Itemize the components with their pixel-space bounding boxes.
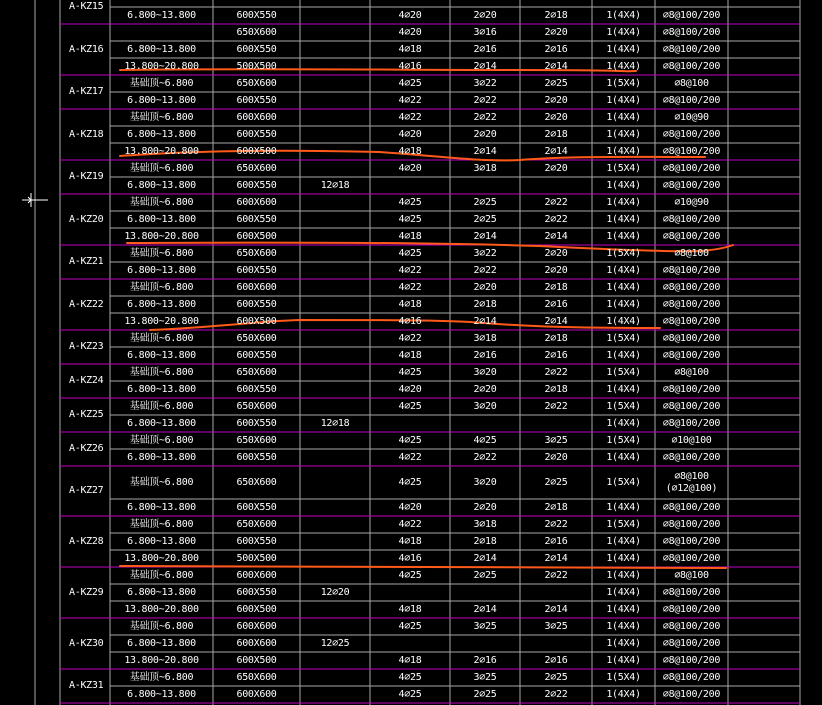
table-cell: 600X550 [236,349,277,361]
table-cell: 1(4X4) [606,535,641,547]
table-cell: 2⌀20 [544,247,568,259]
table-cell: 基础顶~6.800 [129,332,194,344]
column-id-label: A-KZ31 [69,680,104,691]
table-cell: ⌀10@100 [671,434,712,446]
table-cell: 6.800~13.800 [127,94,196,106]
table-cell: 1(4X4) [606,9,641,21]
table-cell: ⌀10@90 [674,196,709,208]
table-cell: 13.800~20.800 [124,552,199,564]
table-cell: 4⌀20 [398,128,422,140]
table-cell: 4⌀25 [398,620,422,632]
table-cell: 4⌀20 [398,383,422,395]
table-cell: 4⌀22 [398,264,422,276]
table-cell: 2⌀20 [544,451,568,463]
table-cell: 1(5X4) [606,518,641,530]
table-cell: ⌀8@100/200 [662,43,721,55]
table-cell: ⌀8@100/200 [662,281,721,293]
table-cell: 2⌀14 [473,315,497,327]
table-cell: 600X600 [236,569,277,581]
table-cell: 1(4X4) [606,179,641,191]
column-id-label: A-KZ27 [69,485,104,496]
table-cell: 2⌀25 [473,213,497,225]
table-cell: 2⌀20 [544,162,568,174]
table-cell: 1(4X4) [606,315,641,327]
table-cell: 4⌀18 [398,298,422,310]
table-cell: 4⌀25 [473,434,497,446]
table-cell: 1(4X4) [606,603,641,615]
table-cell: 13.800~20.800 [124,654,199,666]
table-cell: 12⌀18 [320,179,350,191]
table-cell: ⌀8@100 [674,77,709,89]
table-cell: 基础顶~6.800 [129,671,194,683]
table-cell: ⌀8@100/200 [662,383,721,395]
table-cell: 基础顶~6.800 [129,476,194,488]
table-cell: 2⌀14 [473,603,497,615]
table-cell: 3⌀18 [473,332,497,344]
table-cell: 6.800~13.800 [127,43,196,55]
table-cell: 4⌀22 [398,451,422,463]
column-id-label: A-KZ29 [69,586,104,598]
table-cell: ⌀8@100/200 [662,688,721,700]
table-cell: 2⌀14 [473,145,497,157]
table-cell: 2⌀20 [544,111,568,123]
table-cell: 4⌀20 [398,501,422,513]
table-cell: 基础顶~6.800 [129,247,194,259]
table-cell: 4⌀25 [398,400,422,412]
table-cell: 600X600 [236,281,277,293]
table-cell: 1(4X4) [606,501,641,513]
table-cell: 600X600 [236,196,277,208]
table-cell: 650X600 [236,671,277,683]
table-cell: 基础顶~6.800 [129,569,194,581]
table-cell: 600X550 [236,451,277,463]
table-cell: 1(4X4) [606,383,641,395]
table-cell: 2⌀18 [544,332,568,344]
table-cell: 2⌀22 [544,196,568,208]
column-id-label: A-KZ20 [69,213,104,225]
table-cell: 2⌀14 [473,230,497,242]
table-cell: 1(4X4) [606,349,641,361]
table-cell: 1(4X4) [606,213,641,225]
table-cell: 2⌀25 [473,569,497,581]
table-cell: ⌀8@100/200 [662,179,721,191]
table-cell: ⌀8@100 [674,569,709,581]
table-cell: 1(4X4) [606,569,641,581]
table-cell: 4⌀20 [398,162,422,174]
table-cell: 基础顶~6.800 [129,162,194,174]
table-cell: 2⌀25 [473,688,497,700]
table-cell: 600X600 [236,637,277,649]
table-cell: 4⌀22 [398,94,422,106]
table-cell: 3⌀16 [473,26,497,38]
table-cell: 2⌀16 [473,654,497,666]
table-cell: 2⌀22 [473,94,497,106]
table-cell: 4⌀18 [398,43,422,55]
table-cell: 2⌀22 [544,366,568,378]
markup-strike-kz20 [127,243,733,252]
table-cell: 600X550 [236,586,277,598]
table-cell: 2⌀14 [544,230,568,242]
table-cell: 4⌀22 [398,281,422,293]
table-cell: 1(4X4) [606,145,641,157]
table-cell: 基础顶~6.800 [129,620,194,632]
table-cell: 1(4X4) [606,654,641,666]
table-cell: 基础顶~6.800 [129,77,194,89]
table-cell: 1(4X4) [606,111,641,123]
table-cell: 4⌀18 [398,535,422,547]
table-cell: 2⌀18 [473,535,497,547]
table-cell: ⌀8@100/200 [662,9,721,21]
table-cell: 12⌀18 [320,417,350,429]
table-cell: 1(4X4) [606,128,641,140]
table-cell: 12⌀25 [320,637,350,649]
table-cell: 1(5X4) [606,247,641,259]
table-cell: 600X500 [236,145,277,157]
table-cell: ⌀8@100/200 [662,94,721,106]
table-cell: 3⌀25 [544,620,568,632]
table-cell: 1(5X4) [606,162,641,174]
table-cell: 3⌀20 [473,476,497,488]
table-cell: 2⌀25 [473,196,497,208]
table-cell: 1(4X4) [606,281,641,293]
table-cell: 600X550 [236,128,277,140]
table-cell: 1(4X4) [606,451,641,463]
table-cell: ⌀8@100/200 [662,349,721,361]
table-cell: 2⌀14 [544,552,568,564]
table-cell: 4⌀25 [398,196,422,208]
table-cell: 1(4X4) [606,552,641,564]
table-cell: 600X550 [236,417,277,429]
table-cell: ⌀8@100/200 [662,552,721,564]
table-cell: 基础顶~6.800 [129,111,194,123]
table-cell: 3⌀25 [473,620,497,632]
table-cell: 2⌀22 [544,518,568,530]
table-cell: 13.800~20.800 [124,603,199,615]
table-cell: 2⌀16 [473,43,497,55]
table-cell: 600X500 [236,603,277,615]
table-cell: 4⌀18 [398,230,422,242]
table-cell: 2⌀18 [544,383,568,395]
table-cell: 6.800~13.800 [127,349,196,361]
table-cell: 4⌀22 [398,111,422,123]
table-cell: 600X500 [236,654,277,666]
table-cell: 1(4X4) [606,417,641,429]
table-cell: 3⌀18 [473,518,497,530]
table-cell: 2⌀18 [544,281,568,293]
table-cell: 1(5X4) [606,400,641,412]
table-cell: 4⌀25 [398,569,422,581]
table-cell: 500X500 [236,60,277,72]
table-cell: ⌀8@100/200 [662,637,721,649]
table-cell: ⌀8@100/200 [662,264,721,276]
column-id-label: A-KZ30 [69,637,104,649]
table-cell: 3⌀18 [473,162,497,174]
table-cell: 2⌀20 [544,264,568,276]
table-cell: 1(4X4) [606,43,641,55]
table-cell: 4⌀20 [398,9,422,21]
table-cell: 2⌀22 [473,264,497,276]
table-cell: 600X550 [236,298,277,310]
table-cell: 1(5X4) [606,476,641,488]
table-cell: ⌀8@100/200 [662,230,721,242]
table-cell: 500X500 [236,552,277,564]
table-cell: 2⌀16 [473,349,497,361]
table-cell: 1(4X4) [606,620,641,632]
table-cell: 4⌀18 [398,603,422,615]
table-cell: 4⌀25 [398,247,422,259]
table-cell: 基础顶~6.800 [129,518,194,530]
table-cell: 650X600 [236,332,277,344]
table-cell: 2⌀20 [473,501,497,513]
table-cell: 6.800~13.800 [127,179,196,191]
table-cell: 650X600 [236,77,277,89]
markup-strike-kz28 [120,566,726,568]
table-cell: ⌀10@90 [674,111,709,123]
table-cell: 1(4X4) [606,196,641,208]
table-cell: ⌀8@100/200 [662,128,721,140]
column-id-label: A-KZ22 [69,298,104,310]
table-cell: 3⌀25 [473,671,497,683]
table-cell: 2⌀22 [544,688,568,700]
table-cell: 650X600 [236,476,277,488]
table-cell: 6.800~13.800 [127,501,196,513]
table-cell: 600X500 [236,315,277,327]
table-cell: 650X600 [236,434,277,446]
table-cell: ⌀8@100/200 [662,417,721,429]
column-id-label: A-KZ28 [69,535,104,547]
table-cell: ⌀8@100/200 [662,315,721,327]
table-cell: 13.800~20.800 [124,315,199,327]
table-cell: 4⌀22 [398,332,422,344]
table-cell: 2⌀18 [544,501,568,513]
table-cell: 650X600 [236,26,277,38]
table-cell: 1(4X4) [606,60,641,72]
table-cell: 2⌀20 [473,128,497,140]
table-cell: 2⌀16 [544,298,568,310]
table-cell: (⌀12@100) [665,482,718,494]
table-cell: 4⌀25 [398,434,422,446]
table-cell: ⌀8@100 [674,366,709,378]
table-cell: ⌀8@100/200 [662,145,721,157]
table-cell: ⌀8@100/200 [662,518,721,530]
table-cell: 2⌀14 [544,603,568,615]
table-cell: 4⌀16 [398,60,422,72]
table-cell: 2⌀16 [544,349,568,361]
table-cell: 13.800~20.800 [124,60,199,72]
table-cell: 2⌀14 [544,145,568,157]
table-cell: 2⌀25 [544,77,568,89]
table-cell: 600X550 [236,43,277,55]
table-cell: 6.800~13.800 [127,637,196,649]
table-cell: 600X550 [236,383,277,395]
table-cell: 600X550 [236,94,277,106]
table-cell: 2⌀16 [544,43,568,55]
table-cell: 4⌀25 [398,77,422,89]
table-cell: 6.800~13.800 [127,9,196,21]
table-cell: 600X550 [236,535,277,547]
table-cell: ⌀8@100/200 [662,654,721,666]
table-cell: ⌀8@100/200 [662,671,721,683]
table-cell: 2⌀18 [544,128,568,140]
table-cell: 6.800~13.800 [127,535,196,547]
column-id-label: A-KZ24 [69,375,104,386]
table-cell: 2⌀14 [473,60,497,72]
table-cell: ⌀8@100/200 [662,451,721,463]
table-cell: 650X600 [236,366,277,378]
table-cell: 6.800~13.800 [127,688,196,700]
table-cell: 1(4X4) [606,230,641,242]
table-cell: 3⌀22 [473,247,497,259]
table-cell: 13.800~20.800 [124,230,199,242]
table-cell: 2⌀25 [544,476,568,488]
table-cell: ⌀8@100/200 [662,535,721,547]
table-cell: 1(4X4) [606,94,641,106]
column-id-label: A-KZ19 [69,171,104,182]
table-cell: 600X550 [236,213,277,225]
cursor-crosshair-icon [22,190,48,210]
column-id-label: A-KZ23 [69,341,104,352]
column-id-label: A-KZ25 [69,409,104,420]
table-cell: 4⌀25 [398,213,422,225]
table-cell: 2⌀18 [544,9,568,21]
table-cell: 4⌀20 [398,26,422,38]
table-cell: 4⌀25 [398,688,422,700]
table-cell: 13.800~20.800 [124,145,199,157]
table-cell: ⌀8@100/200 [662,620,721,632]
column-id-label: A-KZ15 [69,1,104,12]
table-cell: 600X550 [236,264,277,276]
column-id-label: A-KZ21 [69,256,104,267]
table-cell: 1(5X4) [606,434,641,446]
table-cell: 1(4X4) [606,637,641,649]
table-cell: 基础顶~6.800 [129,400,194,412]
table-cell: 12⌀20 [320,586,350,598]
table-cell: 2⌀14 [473,552,497,564]
column-id-label: A-KZ17 [69,86,104,97]
table-cell: 6.800~13.800 [127,383,196,395]
table-cell: 600X550 [236,179,277,191]
table-cell: 600X500 [236,230,277,242]
table-cell: 4⌀22 [398,518,422,530]
table-cell: 1(4X4) [606,264,641,276]
table-cell: 6.800~13.800 [127,298,196,310]
column-id-label: A-KZ26 [69,443,104,454]
table-cell: 4⌀16 [398,315,422,327]
table-cell: 4⌀18 [398,349,422,361]
table-cell: 4⌀25 [398,366,422,378]
table-cell: 4⌀18 [398,145,422,157]
table-cell: 基础顶~6.800 [129,281,194,293]
table-cell: 6.800~13.800 [127,451,196,463]
table-cell: 650X600 [236,162,277,174]
table-cell: 基础顶~6.800 [129,434,194,446]
table-cell: ⌀8@100/200 [662,298,721,310]
table-cell: ⌀8@100/200 [662,332,721,344]
table-cell: 600X600 [236,688,277,700]
table-cell: 2⌀18 [473,298,497,310]
table-cell: ⌀8@100/200 [662,60,721,72]
table-cell: 600X550 [236,9,277,21]
table-cell: 6.800~13.800 [127,586,196,598]
table-cell: 2⌀14 [544,60,568,72]
table-cell: 3⌀22 [473,77,497,89]
table-cell: 2⌀22 [473,111,497,123]
table-cell: 基础顶~6.800 [129,366,194,378]
table-cell: 2⌀25 [544,671,568,683]
table-cell: 650X600 [236,518,277,530]
table-cell: ⌀8@100/200 [662,603,721,615]
column-id-label: A-KZ16 [69,43,104,55]
table-cell: 3⌀20 [473,366,497,378]
table-cell: 1(4X4) [606,26,641,38]
table-cell: ⌀8@100/200 [662,400,721,412]
table-cell: 1(5X4) [606,332,641,344]
table-cell: 1(4X4) [606,298,641,310]
table-cell: ⌀8@100/200 [662,26,721,38]
table-cell: 3⌀20 [473,400,497,412]
table-cell: 650X600 [236,400,277,412]
table-cell: 6.800~13.800 [127,417,196,429]
table-cell: 基础顶~6.800 [129,196,194,208]
table-cell: 2⌀22 [544,569,568,581]
table-cell: 6.800~13.800 [127,213,196,225]
table-cell: 4⌀25 [398,671,422,683]
table-cell: 2⌀16 [544,654,568,666]
table-cell: 2⌀20 [473,383,497,395]
table-cell: 2⌀14 [544,315,568,327]
table-cell: 2⌀20 [473,281,497,293]
table-cell: 2⌀22 [473,451,497,463]
table-cell: 600X600 [236,620,277,632]
table-cell: 1(5X4) [606,77,641,89]
table-cell: 2⌀22 [544,400,568,412]
table-cell: ⌀8@100/200 [662,162,721,174]
table-cell: 2⌀20 [544,94,568,106]
table-cell: 1(5X4) [606,671,641,683]
table-cell: 600X600 [236,111,277,123]
table-cell: ⌀8@100 [674,470,709,482]
table-cell: 2⌀22 [544,213,568,225]
table-cell: ⌀8@100/200 [662,586,721,598]
table-cell: 600X550 [236,501,277,513]
table-cell: 2⌀20 [544,26,568,38]
table-cell: 4⌀16 [398,552,422,564]
table-cell: 4⌀18 [398,654,422,666]
table-cell: ⌀8@100/200 [662,501,721,513]
table-cell: 1(4X4) [606,688,641,700]
table-cell: 650X600 [236,247,277,259]
table-cell: 2⌀16 [544,535,568,547]
table-cell: ⌀8@100/200 [662,213,721,225]
table-cell: ⌀8@100 [674,247,709,259]
table-cell: 1(5X4) [606,366,641,378]
table-cell: 6.800~13.800 [127,264,196,276]
table-cell: 2⌀20 [473,9,497,21]
table-cell: 3⌀25 [544,434,568,446]
table-cell: 1(4X4) [606,586,641,598]
column-id-label: A-KZ18 [69,128,104,140]
table-cell: 4⌀25 [398,476,422,488]
table-cell: 6.800~13.800 [127,128,196,140]
